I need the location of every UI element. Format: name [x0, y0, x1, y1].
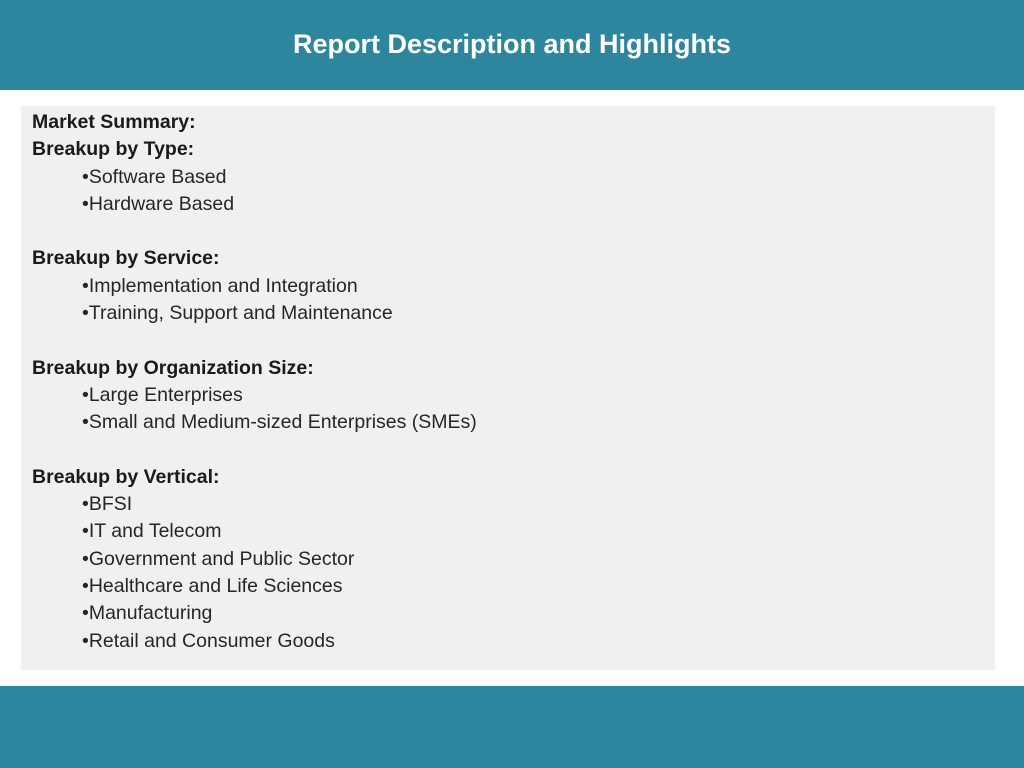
list-item-label: Government and Public Sector — [88, 547, 355, 570]
bullet-icon: • — [82, 165, 89, 188]
bullet-icon: • — [82, 629, 89, 652]
list-item-label: Hardware Based — [88, 192, 235, 215]
bullet-icon: • — [82, 602, 89, 625]
list-item-label: Software Based — [88, 165, 227, 188]
report-content-panel — [21, 106, 995, 670]
list-item-label: Healthcare and Life Sciences — [88, 575, 343, 598]
page-title: Report Description and Highlights — [292, 29, 731, 59]
list-item-label: Manufacturing — [88, 602, 213, 625]
report-content-list — [32, 109, 982, 655]
list-item — [32, 600, 982, 627]
bullet-icon: • — [82, 192, 89, 215]
list-item — [32, 300, 982, 327]
section-heading-service: Breakup by Service: — [32, 247, 220, 270]
section-spacer — [32, 218, 982, 245]
section-spacer — [32, 437, 982, 464]
bullet-icon: • — [82, 547, 89, 570]
list-item — [32, 573, 982, 600]
header-bar — [0, 0, 1024, 90]
footer-bar — [0, 686, 1024, 768]
bullet-icon: • — [82, 411, 89, 434]
list-item — [32, 628, 982, 655]
list-item — [32, 273, 982, 300]
list-item — [32, 164, 982, 191]
list-item-label: Retail and Consumer Goods — [88, 629, 335, 652]
list-item — [32, 518, 982, 545]
bullet-icon: • — [82, 383, 89, 406]
list-item-label: Small and Medium-sized Enterprises (SMEs) — [88, 411, 477, 434]
market-summary-heading: Market Summary: — [32, 111, 196, 133]
list-item-label: Implementation and Integration — [88, 274, 358, 297]
list-item-label: IT and Telecom — [88, 520, 222, 543]
list-item — [32, 546, 982, 573]
section-heading-organization-size: Breakup by Organization Size: — [32, 356, 314, 379]
list-item-label: Training, Support and Maintenance — [88, 302, 393, 325]
bullet-icon: • — [82, 274, 89, 297]
list-item — [32, 382, 982, 409]
section-heading-type: Breakup by Type: — [32, 138, 195, 161]
bullet-icon: • — [82, 520, 89, 543]
list-item — [32, 409, 982, 436]
list-item-label: BFSI — [88, 493, 133, 516]
section-spacer — [32, 327, 982, 354]
list-item-label: Large Enterprises — [88, 383, 243, 406]
list-item — [32, 491, 982, 518]
bullet-icon: • — [82, 575, 89, 598]
list-item — [32, 191, 982, 218]
bullet-icon: • — [82, 302, 89, 325]
bullet-icon: • — [82, 493, 89, 516]
section-heading-vertical: Breakup by Vertical: — [32, 465, 220, 488]
